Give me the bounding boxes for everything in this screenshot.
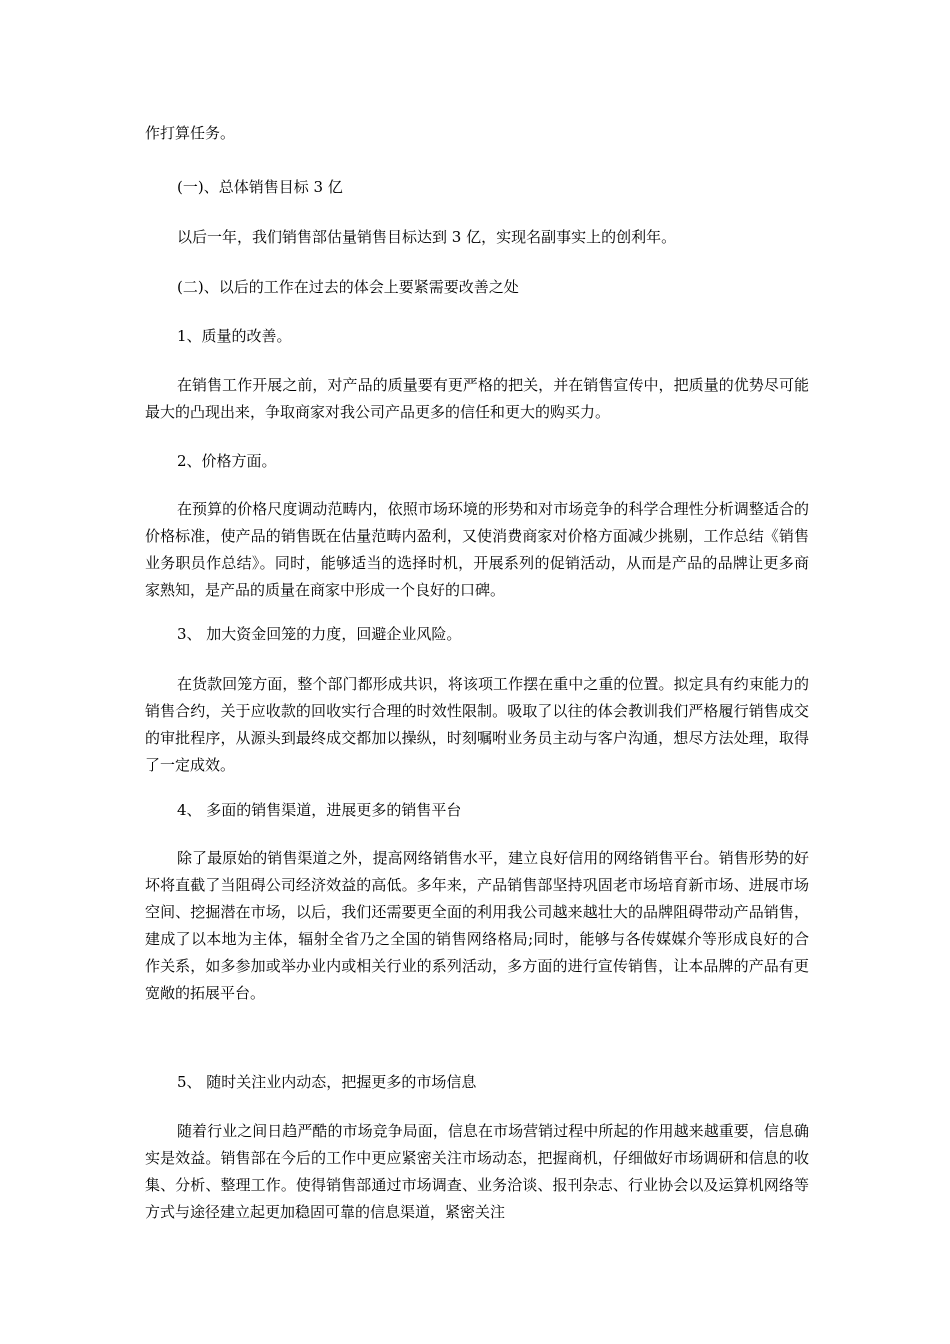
paragraph-sales-target: 以后一年，我们销售部估量销售目标达到 3 亿，实现名副事实上的创利年。 [177,228,677,246]
subheading-sales-channels: 4、 多面的销售渠道，进展更多的销售平台 [177,801,462,819]
subheading-price: 2、价格方面。 [177,452,277,470]
paragraph-market-info: 随着行业之间日趋严酷的市场竞争局面，信息在市场营销过程中所起的作用越来越重要，信息确实是效益。销售部在今后的工作中更应紧密关注市场动态，把握商机，仔细做好市场调研和信息的收集、分析、整理工作。使得销售部通过市场调查、业务洽谈、报刊杂志、行业协会以及运算机网络等方式与途径建立起更加稳固可靠的信息渠道，紧密关注 [145,1122,809,1221]
subheading-capital-recovery: 3、 加大资金回笼的力度，回避企业风险。 [177,625,462,643]
section-heading-sales-target: (一)、总体销售目标 3 亿 [177,178,343,196]
paragraph-capital-recovery: 在货款回笼方面，整个部门都形成共识，将该项工作摆在重中之重的位置。拟定具有约束能力的销售合约，关于应收款的回收实行合理的时效性限制。吸取了以往的体会教训我们严格履行销售成交的审批程序，从源头到最终成交都加以操纵，时刻嘱咐业务员主动与客户沟通，想尽方法处理，取得了一定成效。 [145,675,809,774]
paragraph-sales-channels: 除了最原始的销售渠道之外，提高网络销售水平，建立良好信用的网络销售平台。销售形势的好坏将直截了当阻碍公司经济效益的高低。多年来，产品销售部坚持巩固老市场培育新市场、进展市场空间、挖掘潜在市场，以后，我们还需要更全面的利用我公司越来越壮大的品牌阻碍带动产品销售，建成了以本地为主体，辐射全省乃之全国的销售网络格局;同时，能够与各传媒媒介等形成良好的合作关系，如多参加或举办业内或相关行业的系列活动，多方面的进行宣传销售，让本品牌的产品有更宽敞的拓展平台。 [145,849,809,1002]
section-heading-improvements: (二)、以后的工作在过去的体会上要紧需要改善之处 [177,278,519,296]
subheading-quality: 1、质量的改善。 [177,327,292,345]
paragraph-continuation: 作打算任务。 [145,124,236,142]
paragraph-quality: 在销售工作开展之前，对产品的质量要有更严格的把关，并在销售宣传中，把质量的优势尽可能最大的凸现出来，争取商家对我公司产品更多的信任和更大的购买力。 [145,376,809,421]
subheading-market-info: 5、 随时关注业内动态，把握更多的市场信息 [177,1073,477,1091]
paragraph-price: 在预算的价格尺度调动范畴内，依照市场环境的形势和对市场竞争的科学合理性分析调整适合的价格标准，使产品的销售既在估量范畴内盈利，又使消费商家对价格方面减少挑剔，工作总结《销售业务职员作总结》。同时，能够适当的选择时机，开展系列的促销活动，从而是产品的品牌让更多商家熟知，是产品的质量在商家中形成一个良好的口碑。 [145,500,809,599]
